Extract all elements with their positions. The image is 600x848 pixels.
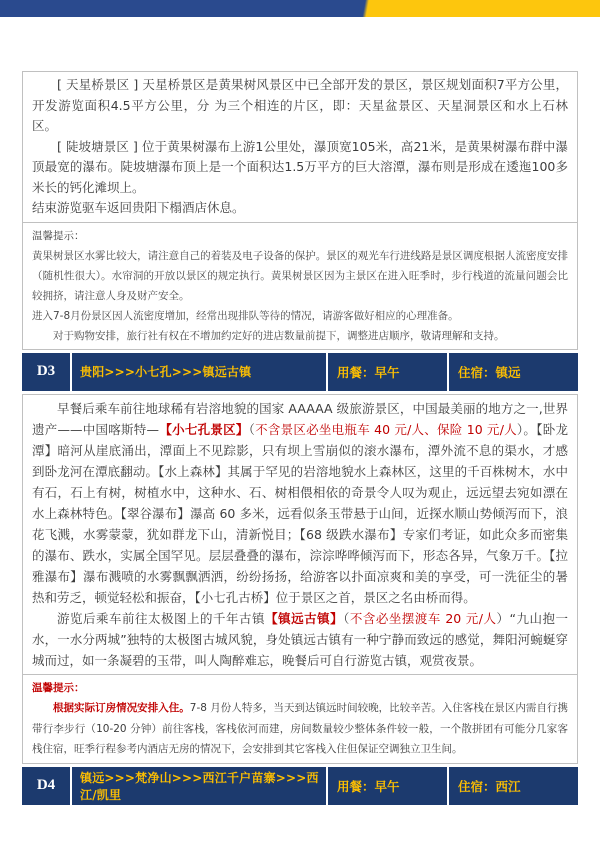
tips-paragraph: 黄果树景区水雾比较大，请注意自己的着装及电子设备的保护。景区的观光车行进线路是景区调度根据人流密度安排（随机性很大）。水帘洞的开放以景区的规定执行。黄果树景区因为主景区在进入旺季时，步行栈道的流量问题会比较拥挤，请注意人身及财产安全。 [32, 249, 568, 302]
scenic-intro-box [22, 71, 578, 223]
paragraph-zhenyuan: 游览后乘车前往太极图上的千年古镇【镇远古镇】（不含必坐摆渡车 20 元/人）“九山抱一水，一水分两城”独特的太极图古城风貌，身处镇远古镇有一种宁静而致远的感觉，舞阳河蜿蜒穿城而过，如一条凝碧的玉带，叫人陶醉难忘，晚餐后可自行游览古镇，观赏夜景。 [32, 610, 568, 668]
stay-d3: 住宿：镇远 [458, 364, 521, 380]
tips-paragraph: 对于购物安排，旅行社有权在不增加约定好的进店数量前提下，调整进店顺序，敬请理解和支持。 [53, 329, 505, 342]
tips-title-red: 温馨提示： [32, 681, 85, 694]
paragraph-tianxingqiao: [ 天星桥景区 ] 天星桥景区是黄果树风景区中已全部开发的景区，景区规划面积7平方公里，开发游览面积4.5平方公里，分 为三个相连的片区，即：天星盆景区、天星洞景区和水上石林区。 [32, 77, 568, 133]
meal-d3: 用餐：早午 [328, 353, 449, 391]
paragraph-doupotang: [ 陡坡塘景区 ] 位于黄果树瀑布上游1公里处，瀑顶宽105米，高21米，是黄果树瀑布群中瀑顶最宽的瀑布。陡坡塘瀑布顶上是一个面积达1.5万平方的巨大溶潭，瀑布则是形成在逶迤100多米长的钙化滩坝上。 [32, 138, 568, 195]
stay-d4: 住宿：西江 [458, 778, 521, 794]
paragraph-return-hotel: 结束游览驱车返回贵阳下榻酒店休息。 [32, 200, 245, 215]
route-d3: 贵阳>>>小七孔>>>镇远古镇 [72, 353, 328, 391]
day3-description-box [22, 394, 578, 675]
meal-d4: 用餐：早午 [328, 767, 449, 805]
day-label-d3: D3 [22, 353, 72, 391]
tips-paragraph: 进入7-8月份景区因人流密度增加，经常出现排队等待的情况，请游客做好相应的心理准备。 [32, 309, 459, 322]
tips-title: 温馨提示： [32, 229, 85, 242]
tips-paragraph-lodging: 根据实际订房情况安排入住。7-8 月份人特多，当天到达镇远时间较晚，比较辛苦。入住客栈在景区内需自行携带行李步行（10-20 分钟）前往客栈，客栈依河而建，房间数量较少整体条件较一般，一个散拼团有可能分几家客栈住宿，旺季行程参考内酒店无房的情况下，会安排到其它客栈入住但保证空调独立卫生间。 [32, 702, 568, 755]
route-d4: 镇远>>>梵净山>>>西江千户苗寨>>>西江/凯里 [72, 767, 328, 805]
day-label-d4: D4 [22, 767, 72, 805]
day-row-d4 [22, 767, 578, 805]
paragraph-xiaoqikong: 早餐后乘车前往地球稀有岩溶地貌的国家 AAAAA 级旅游景区，中国最美丽的地方之一,世界遗产——中国喀斯特—【小七孔景区】（不含景区必坐电瓶车 40 元/人、保险 10 元/人）。【卧龙潭】暗河从崖底涌出，潭面上不见踪影，只有坝上雪崩似的滚水瀑布，潭外流不息的渠水，才感到卧龙河在潭底翻动。【水上森林】其属于罕见的岩溶地貌水上森林区，这里的千百株树木，水中有石，石上有树，树植水中，这种水、石、树相偎相依的奇景令人叹为观止，远远望去宛如漂在水上森林特色。【翠谷瀑布】瀑高 60 多米，远看似条玉带悬于山间，近探水顺山势倾泻而下，浪花飞溅，水雾蒙蒙，犹如群龙下山，清新悦目；【68 级跌水瀑布】专家们考证，如此众多而密集的瀑布、跌水，实属全国罕见。层层叠叠的瀑布，淙淙哗哗倾泻而下，形态各异，气象万千。【拉雅瀑布】瀑布溅喷的水雾飘飘洒洒，纷纷扬扬，给游客以扑面凉爽和美的享受，可一洗征尘的暑热和劳乏，顿觉轻松和振奋，【小七孔古桥】位于景区之首，景区之名由桥而得。 [32, 400, 568, 605]
tips-box-day3 [22, 674, 578, 764]
document-content [22, 71, 578, 808]
tips-box-day2 [22, 222, 578, 350]
day-row-d3 [22, 353, 578, 391]
top-banner-stripe [0, 0, 600, 17]
